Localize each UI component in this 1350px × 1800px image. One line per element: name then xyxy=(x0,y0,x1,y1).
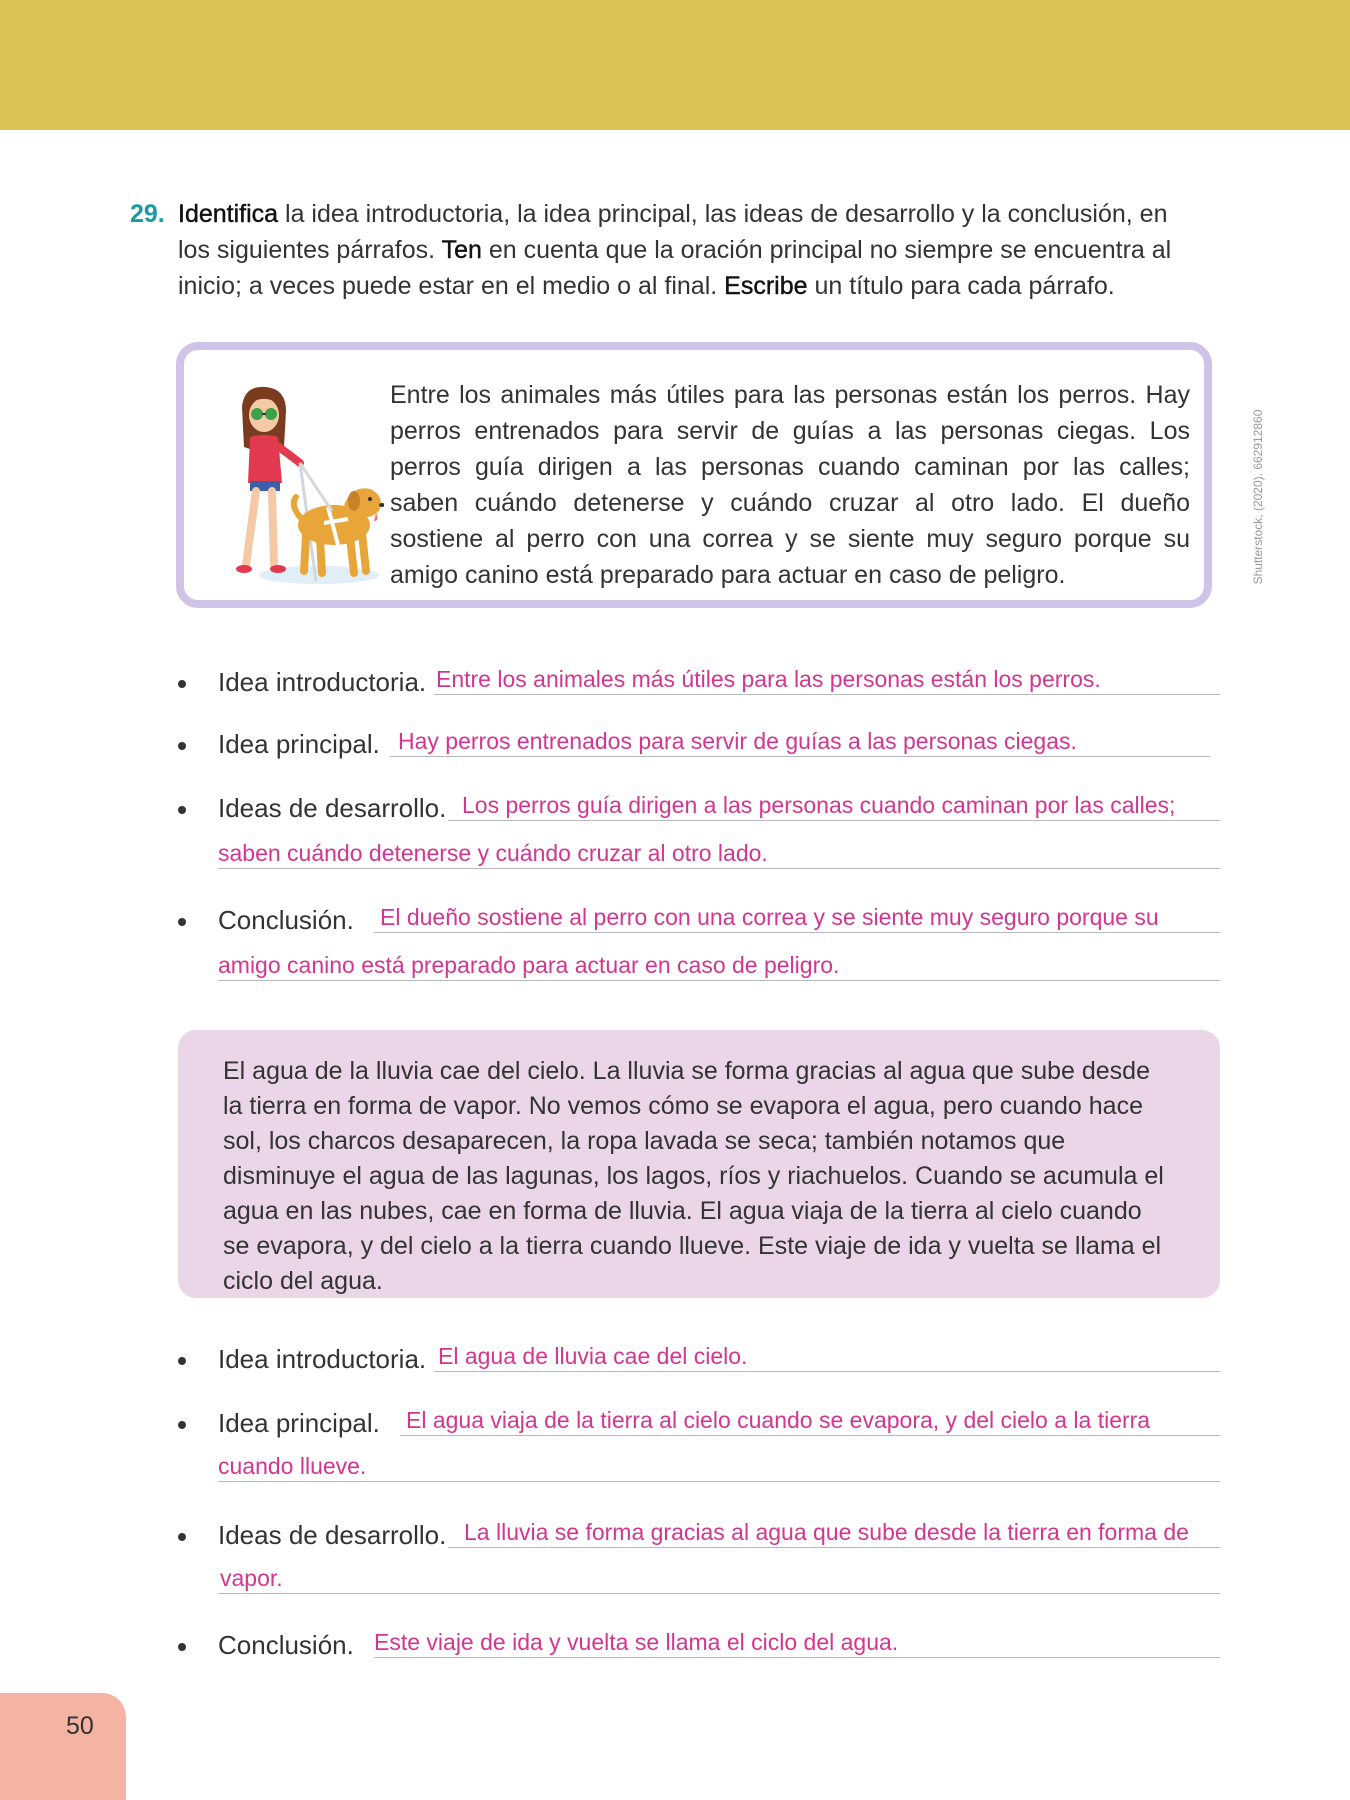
instruction-text: la idea introductoria, la idea principal, las ideas de desarrollo y la conclusión, en xyxy=(278,200,1168,228)
answer-main xyxy=(178,1406,1220,1446)
instruction-line-1 xyxy=(178,196,1220,232)
girl-with-guide-dog-illustration xyxy=(224,385,384,590)
bullet-icon xyxy=(178,918,186,926)
answer-line xyxy=(218,868,1220,869)
instruction-line-2 xyxy=(178,232,1220,268)
answer-line xyxy=(434,1371,1220,1372)
answer-text[interactable]: Entre los animales más útiles para las personas están los perros. xyxy=(436,666,1101,692)
answer-conclusion xyxy=(178,1628,1220,1668)
bullet-icon xyxy=(178,1421,186,1429)
answer-text[interactable]: amigo canino está preparado para actuar en caso de peligro. xyxy=(218,952,840,978)
bullet-icon xyxy=(178,742,186,750)
answer-line xyxy=(218,980,1220,981)
answer-line xyxy=(400,1435,1220,1436)
answer-line xyxy=(218,1593,1220,1594)
answer-intro xyxy=(178,665,1220,705)
answer-main-cont xyxy=(178,1452,1220,1492)
answer-conclusion xyxy=(178,903,1220,943)
answer-label: Idea introductoria. xyxy=(218,667,427,697)
exercise-number: 29. xyxy=(130,200,165,228)
answer-text[interactable]: El agua de lluvia cae del cielo. xyxy=(438,1343,748,1369)
page-number: 50 xyxy=(66,1712,94,1740)
answer-main xyxy=(178,727,1220,767)
instruction-text: en cuenta que la oración principal no siempre se encuentra al xyxy=(481,236,1172,264)
answer-line xyxy=(448,820,1220,821)
answer-label: Idea principal. xyxy=(218,1408,380,1438)
answer-label: Conclusión. xyxy=(218,1630,354,1660)
bullet-icon xyxy=(178,1643,186,1651)
answer-label: Conclusión. xyxy=(218,905,354,935)
instruction-text: inicio; a veces puede estar en el medio o al final. xyxy=(178,272,725,300)
image-credit-text: Shutterstock, (2020). 662912860 xyxy=(1251,409,1265,585)
paragraph-2-box xyxy=(178,1030,1220,1298)
paragraph-1-box xyxy=(176,342,1212,608)
answer-label: Ideas de desarrollo. xyxy=(218,1520,447,1550)
instruction-line-3 xyxy=(178,268,1220,304)
image-credit xyxy=(1248,400,1268,600)
bullet-icon xyxy=(178,1357,186,1365)
answer-text[interactable]: Los perros guía dirigen a las personas cuando caminan por las calles; xyxy=(462,792,1176,818)
answer-text[interactable]: Este viaje de ida y vuelta se llama el ciclo del agua. xyxy=(374,1629,899,1655)
answer-label: Idea introductoria. xyxy=(218,1344,427,1374)
verb-identifica: Identifica xyxy=(178,200,279,228)
answer-line xyxy=(218,1481,1220,1482)
answer-development-cont xyxy=(178,839,1220,879)
answer-development xyxy=(178,791,1220,831)
paragraph-2-text: El agua de la lluvia cae del cielo. La lluvia se forma gracias al agua que sube desde la tierra en forma de vapor. No vemos cómo se evapora el agua, pero cuando hace sol, los charcos desaparecen, la ropa lavada se seca; también notamos que disminuye el agua de las lagunas, los lagos, ríos y riachuelos. Cuando se acumula el agua en las nubes, cae en forma de lluvia. El agua viaja de la tierra al cielo cuando se evapora, y del cielo a la tierra cuando llueve. Este viaje de ida y vuelta se llama el ciclo del agua. xyxy=(223,1057,1164,1295)
bullet-icon xyxy=(178,806,186,814)
answer-text[interactable]: El agua viaja de la tierra al cielo cuando se evapora, y del cielo a la tierra xyxy=(406,1407,1151,1433)
exercise-instruction xyxy=(130,196,1220,304)
answer-text[interactable]: El dueño sostiene al perro con una correa y se siente muy seguro porque su xyxy=(380,904,1159,930)
answer-line xyxy=(434,694,1220,695)
answer-line xyxy=(374,932,1220,933)
bullet-icon xyxy=(178,1533,186,1541)
answer-conclusion-cont xyxy=(178,951,1220,991)
bullet-icon xyxy=(178,680,186,688)
header-band xyxy=(0,0,1350,130)
verb-ten: Ten xyxy=(441,236,482,264)
answer-text[interactable]: vapor. xyxy=(220,1565,283,1591)
verb-escribe: Escribe xyxy=(724,272,808,300)
answer-text[interactable]: saben cuándo detenerse y cuándo cruzar al otro lado. xyxy=(218,840,768,866)
instruction-text: un título para cada párrafo. xyxy=(807,272,1115,300)
answer-label: Ideas de desarrollo. xyxy=(218,793,447,823)
page-number-tab xyxy=(0,1693,126,1800)
answer-text[interactable]: Hay perros entrenados para servir de guías a las personas ciegas. xyxy=(398,728,1077,754)
answer-line xyxy=(390,756,1210,757)
instruction-text: los siguientes párrafos. xyxy=(178,236,442,264)
answer-line xyxy=(374,1657,1220,1658)
answer-text[interactable]: cuando llueve. xyxy=(218,1453,367,1479)
answer-text[interactable]: La lluvia se forma gracias al agua que sube desde la tierra en forma de xyxy=(464,1519,1189,1545)
answer-development-cont xyxy=(178,1564,1220,1604)
paragraph-1-text: Entre los animales más útiles para las personas están los perros. Hay perros entrenados para servir de guías a las personas ciegas. Los perros guía dirigen a las personas cuando caminan por las calles; saben cuándo detenerse y cuándo cruzar al otro lado. El dueño sostiene al perro con una correa y se siente muy seguro porque su amigo canino está preparado para actuar en caso de peligro. xyxy=(390,381,1190,589)
answer-development xyxy=(178,1518,1220,1558)
answer-line xyxy=(448,1547,1220,1548)
answer-label: Idea principal. xyxy=(218,729,380,759)
answer-intro xyxy=(178,1342,1220,1382)
